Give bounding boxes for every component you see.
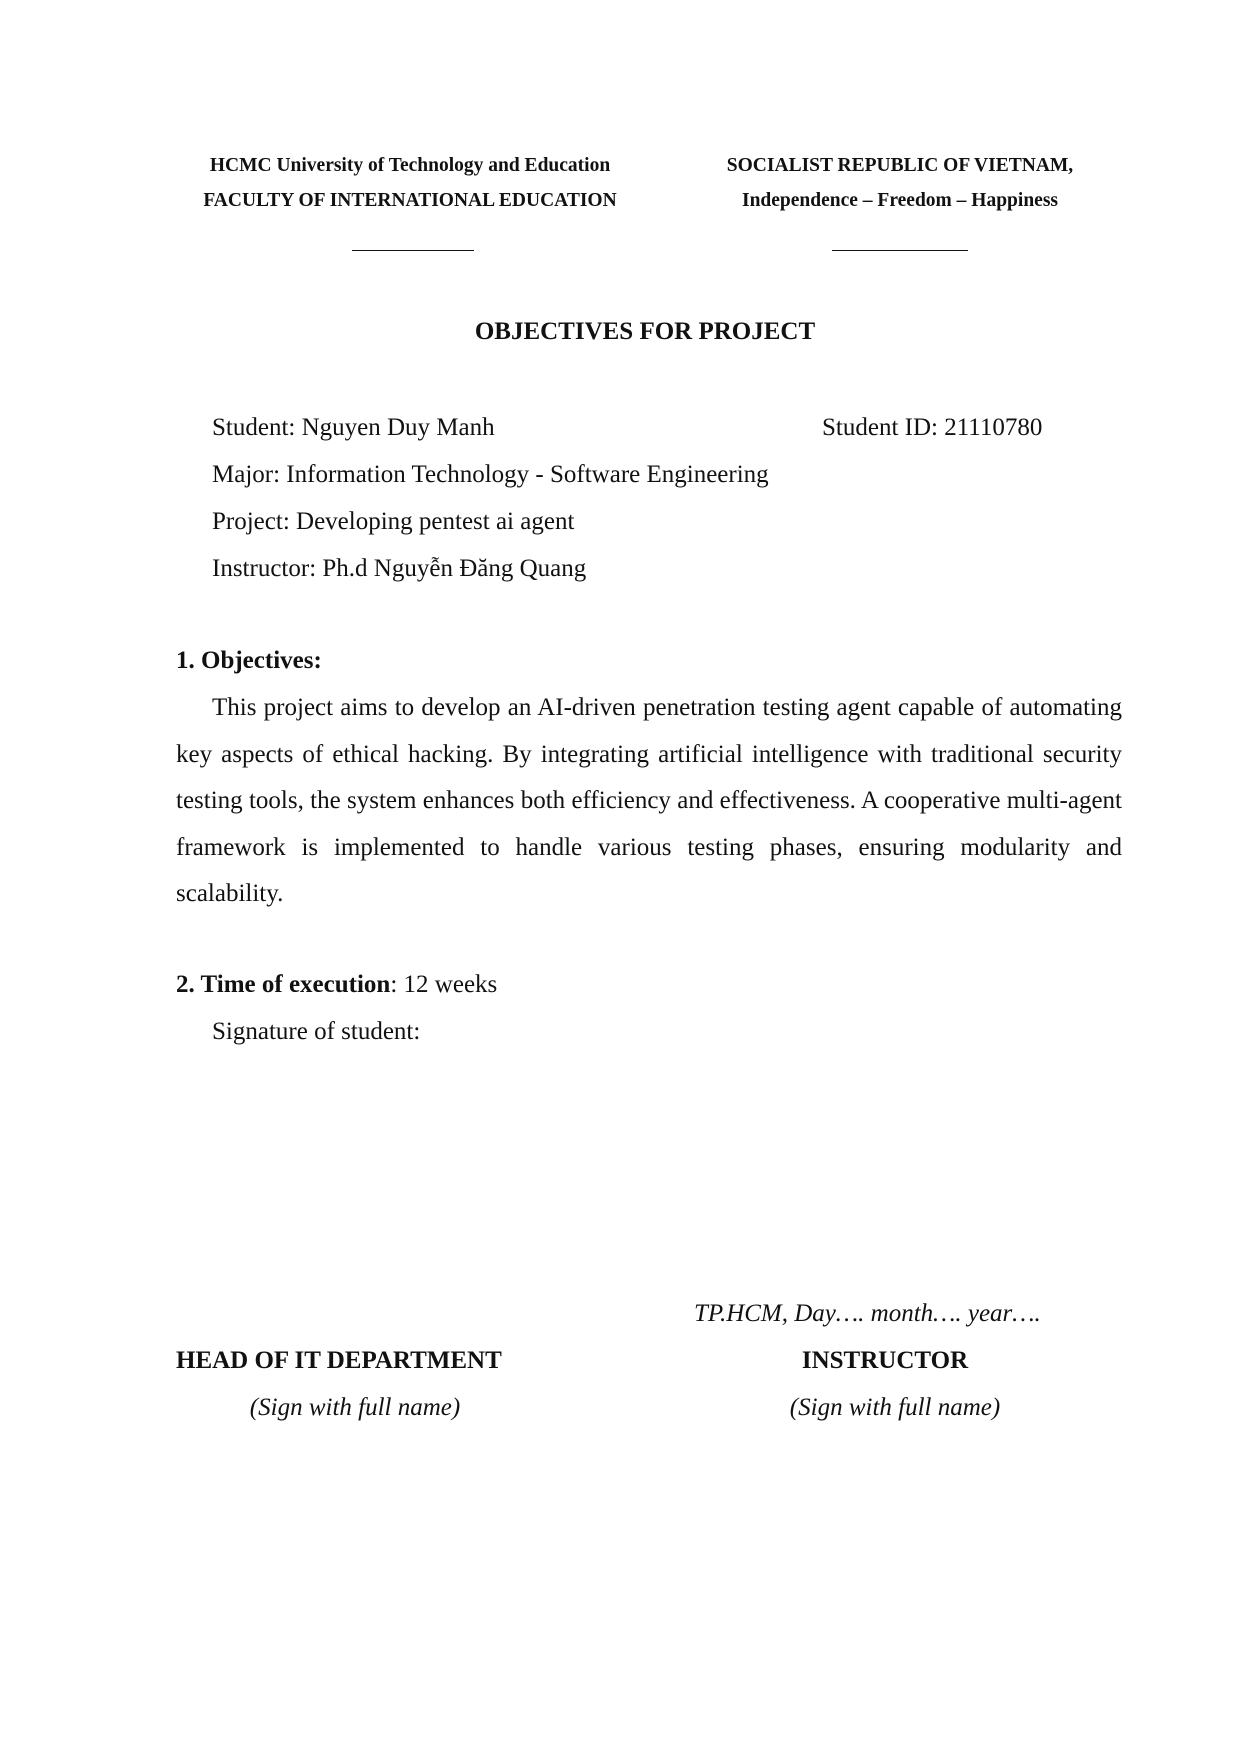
header-left bbox=[160, 148, 660, 218]
instructor-title: INSTRUCTOR bbox=[801, 1347, 969, 1374]
time-of-execution bbox=[176, 961, 497, 1008]
head-of-department-title: HEAD OF IT DEPARTMENT bbox=[176, 1347, 502, 1374]
head-of-department-sign-note: (Sign with full name) bbox=[249, 1394, 461, 1421]
time-of-execution-label: 2. Time of execution bbox=[176, 971, 391, 998]
date-line: TP.HCM, Day…. month…. year…. bbox=[694, 1300, 1041, 1327]
major: Major: Information Technology - Software Engineering bbox=[212, 461, 769, 488]
instructor-name: Instructor: Ph.d Nguyễn Đăng Quang bbox=[212, 555, 587, 582]
header-right bbox=[680, 148, 1120, 218]
university-name: HCMC University of Technology and Education bbox=[209, 155, 611, 176]
objectives-heading bbox=[176, 637, 322, 684]
objectives-heading-text: 1. Objectives: bbox=[176, 647, 322, 674]
time-of-execution-value: : 12 weeks bbox=[390, 971, 498, 998]
instructor-sign-note: (Sign with full name) bbox=[789, 1394, 1001, 1421]
faculty-name: FACULTY OF INTERNATIONAL EDUCATION bbox=[203, 190, 617, 211]
student-name: Student: Nguyen Duy Manh bbox=[212, 414, 495, 441]
national-motto: Independence – Freedom – Happiness bbox=[742, 190, 1058, 211]
project-name: Project: Developing pentest ai agent bbox=[212, 508, 575, 535]
country-name: SOCIALIST REPUBLIC OF VIETNAM, bbox=[726, 155, 1074, 176]
header-right-divider bbox=[832, 250, 968, 251]
document-title: OBJECTIVES FOR PROJECT bbox=[474, 318, 816, 345]
student-signature-label: Signature of student: bbox=[212, 1018, 421, 1045]
header-left-divider bbox=[352, 250, 474, 251]
student-id: Student ID: 21110780 bbox=[822, 414, 1043, 441]
objectives-paragraph: This project aims to develop an AI-driven penetration testing agent capable of automating key aspects of ethical hacking. By integrating artificial intelligence with traditional security testing tools, the system enhances both efficiency and effectiveness. A cooperative multi-agent framework is implemented to handle various testing phases, ensuring modularity and scalability. bbox=[176, 694, 1122, 907]
